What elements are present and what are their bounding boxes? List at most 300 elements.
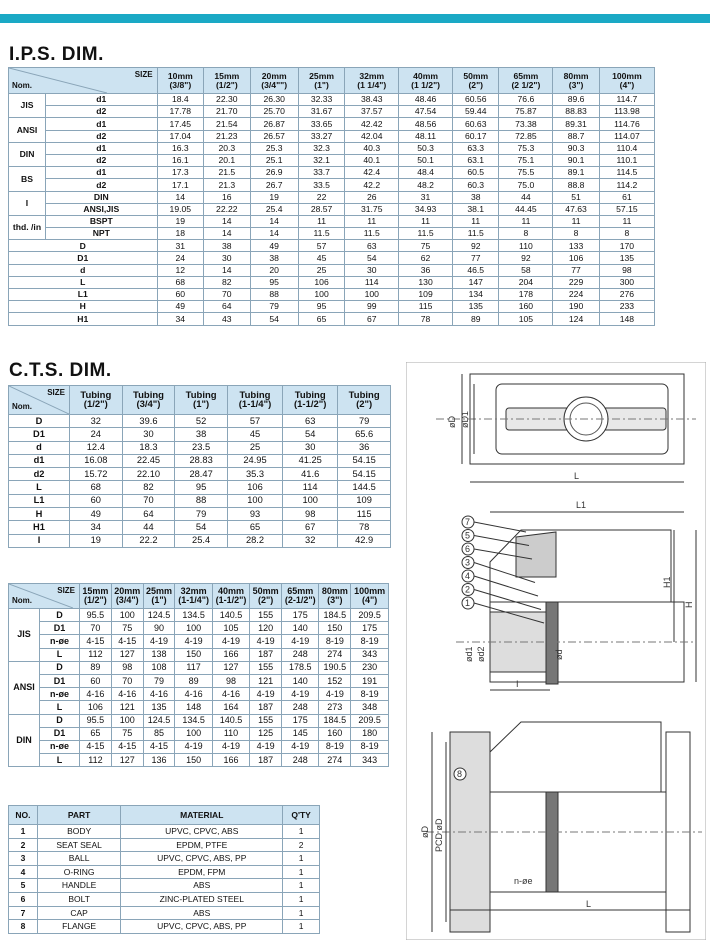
data-cell: 121 [111, 701, 143, 714]
data-cell: 4-19 [319, 688, 351, 701]
table-row [9, 635, 389, 648]
part-no: 8 [9, 920, 38, 934]
dimension-label: n-øe [40, 688, 80, 701]
data-cell: 20 [250, 264, 298, 276]
flange-column-header [351, 584, 389, 609]
parts-row [9, 879, 320, 893]
dimension-label: L [40, 754, 80, 767]
callout-label: 4 [465, 571, 471, 581]
header-size: 40mm [218, 586, 245, 596]
data-cell: 65 [80, 727, 112, 740]
dim-label: H [684, 601, 694, 608]
data-cell: 60 [70, 494, 123, 507]
table-row [9, 494, 391, 507]
data-cell: 89.31 [553, 118, 600, 130]
table-row [9, 428, 391, 441]
header-size: Tubing [132, 389, 164, 401]
data-cell: 106 [227, 481, 282, 494]
data-cell: 4-19 [282, 688, 319, 701]
part-no: 3 [9, 852, 38, 866]
data-cell: 175 [351, 622, 389, 635]
data-cell: 75 [111, 622, 143, 635]
data-cell: 134.5 [175, 714, 212, 727]
data-cell: 25.4 [250, 203, 298, 215]
table-row [9, 142, 655, 154]
data-cell: 17.78 [157, 106, 204, 118]
data-cell: 155 [250, 661, 282, 674]
ips-column-header [452, 68, 499, 94]
table-row [9, 154, 655, 166]
data-cell: 175 [282, 609, 319, 622]
dimension-label: d1 [46, 167, 158, 179]
data-cell: 127 [212, 661, 249, 674]
data-cell: 18.3 [122, 441, 175, 454]
data-cell: 120 [250, 622, 282, 635]
header-size: Tubing [185, 389, 217, 401]
part-name: SEAT SEAL [37, 838, 120, 852]
data-cell: 32 [70, 415, 123, 428]
data-cell: 89 [80, 661, 112, 674]
dimension-label: d2 [46, 106, 158, 118]
cts-table [8, 385, 391, 548]
data-cell: 19 [250, 191, 298, 203]
table-row [9, 252, 655, 264]
data-cell: 4-19 [250, 740, 282, 753]
dimension-label: I [9, 534, 70, 547]
data-cell: 38 [204, 240, 251, 252]
data-cell: 42.04 [345, 130, 399, 142]
data-cell: 77 [553, 264, 600, 276]
table-row [9, 264, 655, 276]
data-cell: 63.1 [452, 154, 499, 166]
data-cell: 273 [319, 701, 351, 714]
dimension-label: L [9, 481, 70, 494]
data-cell: 54 [283, 428, 338, 441]
dim-label: n-øe [514, 876, 533, 886]
cts-title: C.T.S. DIM. [9, 360, 112, 381]
data-cell: 40.3 [345, 142, 399, 154]
data-cell: 46.5 [452, 264, 499, 276]
table-row [9, 240, 655, 252]
data-cell: 100 [175, 622, 212, 635]
header-inch: (1-1/2") [215, 595, 247, 605]
data-cell: 134 [452, 289, 499, 301]
data-cell: 112 [80, 648, 112, 661]
dim-label: L [574, 471, 580, 481]
header-inch: (1/2") [84, 595, 107, 605]
header-size: Tubing [80, 389, 112, 401]
data-cell: 184.5 [319, 609, 351, 622]
data-cell: 22.10 [122, 468, 175, 481]
data-cell: 25 [298, 264, 345, 276]
data-cell: 21.54 [204, 118, 251, 130]
dimension-label: L [40, 701, 80, 714]
data-cell: 47.63 [553, 203, 600, 215]
data-cell: 14 [204, 215, 251, 227]
data-cell: 60.5 [452, 167, 499, 179]
table-row [9, 289, 655, 301]
data-cell: 79 [338, 415, 391, 428]
data-cell: 18.4 [157, 94, 204, 106]
nom-label: Nom. [12, 596, 32, 605]
data-cell: 45 [227, 428, 282, 441]
data-cell: 166 [212, 754, 249, 767]
data-cell: 45 [298, 252, 345, 264]
data-cell: 48.56 [399, 118, 453, 130]
data-cell: 99 [345, 301, 399, 313]
data-cell: 28.47 [175, 468, 228, 481]
data-cell: 14 [250, 215, 298, 227]
part-name: O-RING [37, 865, 120, 879]
data-cell: 11.5 [298, 228, 345, 240]
data-cell: 20.3 [204, 142, 251, 154]
data-cell: 155 [250, 609, 282, 622]
data-cell: 88.7 [553, 130, 600, 142]
data-cell: 8-19 [351, 635, 389, 648]
data-cell: 95.5 [80, 714, 112, 727]
callout-label: 5 [465, 530, 471, 541]
data-cell: 25.3 [250, 142, 298, 154]
data-cell: 108 [143, 661, 175, 674]
cts-column-header [227, 386, 282, 415]
data-cell: 140.5 [212, 609, 249, 622]
data-cell: 32 [283, 534, 338, 547]
header-size: 100mm [612, 70, 642, 81]
data-cell: 11 [345, 215, 399, 227]
flange-column-header [80, 584, 112, 609]
data-cell: 105 [499, 313, 553, 325]
header-size: Tubing [239, 389, 271, 401]
data-cell: 125 [250, 727, 282, 740]
data-cell: 11.5 [345, 228, 399, 240]
data-cell: 348 [351, 701, 389, 714]
dimension-label: L [40, 648, 80, 661]
data-cell: 98 [283, 508, 338, 521]
dim-label: øD [420, 826, 430, 838]
data-cell: 26 [345, 191, 399, 203]
data-cell: 140 [282, 622, 319, 635]
data-cell: 75.87 [499, 106, 553, 118]
data-cell: 26.7 [250, 179, 298, 191]
cts-column-header [175, 386, 228, 415]
data-cell: 30 [283, 441, 338, 454]
data-cell: 4-15 [111, 740, 143, 753]
data-cell: 11.5 [399, 228, 453, 240]
dimension-label: D1 [40, 674, 80, 687]
data-cell: 65 [298, 313, 345, 325]
header-size: 80mm [321, 586, 348, 596]
part-qty: 1 [283, 879, 320, 893]
data-cell: 25 [227, 441, 282, 454]
dimension-label: L1 [9, 289, 158, 301]
data-cell: 25.70 [250, 106, 298, 118]
data-cell: 135 [599, 252, 654, 264]
table-row [9, 276, 655, 288]
table-row [9, 534, 391, 547]
part-name: CAP [37, 906, 120, 920]
header-size: 65mm [513, 70, 539, 81]
data-cell: 54 [345, 252, 399, 264]
data-cell: 17.04 [157, 130, 204, 142]
table-row [9, 674, 389, 687]
data-cell: 75 [399, 240, 453, 252]
data-cell: 140.5 [212, 714, 249, 727]
data-cell: 60 [80, 674, 112, 687]
ips-column-header [399, 68, 453, 94]
table-row [9, 648, 389, 661]
part-no: 5 [9, 879, 38, 893]
data-cell: 67 [345, 313, 399, 325]
header-size: 40mm [413, 70, 438, 81]
data-cell: 68 [157, 276, 204, 288]
data-cell: 114.07 [599, 130, 654, 142]
data-cell: 110 [212, 727, 249, 740]
dimension-label: n-øe [40, 740, 80, 753]
data-cell: 22.30 [204, 94, 251, 106]
cts-column-header [338, 386, 391, 415]
table-row [9, 714, 389, 727]
parts-row [9, 825, 320, 839]
part-qty: 1 [283, 906, 320, 920]
data-cell: 60.63 [452, 118, 499, 130]
dimension-label: D1 [9, 428, 70, 441]
data-cell: 98 [212, 674, 249, 687]
data-cell: 11 [553, 215, 600, 227]
table-row [9, 179, 655, 191]
data-cell: 90 [143, 622, 175, 635]
data-cell: 15.72 [70, 468, 123, 481]
dimension-label: d1 [46, 118, 158, 130]
part-material: UPVC, CPVC, ABS, PP [121, 852, 283, 866]
data-cell: 229 [553, 276, 600, 288]
header-inch: (4") [361, 595, 378, 605]
data-cell: 50.3 [399, 142, 453, 154]
data-cell: 30 [204, 252, 251, 264]
data-cell: 47.54 [399, 106, 453, 118]
parts-row [9, 906, 320, 920]
table-row [9, 454, 391, 467]
data-cell: 38 [452, 191, 499, 203]
data-cell: 28.57 [298, 203, 345, 215]
data-cell: 89 [452, 313, 499, 325]
data-cell: 77 [452, 252, 499, 264]
flange-column-header [175, 584, 212, 609]
data-cell: 148 [599, 313, 654, 325]
dimension-label: d [9, 264, 158, 276]
flange-column-header [250, 584, 282, 609]
data-cell: 8 [553, 228, 600, 240]
data-cell: 60 [157, 289, 204, 301]
data-cell: 72.85 [499, 130, 553, 142]
data-cell: 140 [282, 674, 319, 687]
table-row [9, 106, 655, 118]
data-cell: 4-19 [282, 740, 319, 753]
table-row [9, 228, 655, 240]
data-cell: 130 [399, 276, 453, 288]
data-cell: 88.83 [553, 106, 600, 118]
data-cell: 343 [351, 754, 389, 767]
data-cell: 276 [599, 289, 654, 301]
parts-column-header: MATERIAL [121, 806, 283, 825]
data-cell: 4-19 [250, 635, 282, 648]
data-cell: 124.5 [143, 714, 175, 727]
parts-column-header: NO. [9, 806, 38, 825]
header-inch: (2-1/2") [284, 595, 316, 605]
data-cell: 26.87 [250, 118, 298, 130]
data-cell: 21.3 [204, 179, 251, 191]
data-cell: 105 [212, 622, 249, 635]
data-cell: 4-19 [212, 635, 249, 648]
data-cell: 109 [338, 494, 391, 507]
data-cell: 4-15 [111, 635, 143, 648]
data-cell: 274 [319, 754, 351, 767]
data-cell: 48.11 [399, 130, 453, 142]
data-cell: 75.1 [499, 154, 553, 166]
data-cell: 187 [250, 701, 282, 714]
data-cell: 17.45 [157, 118, 204, 130]
table-row [9, 94, 655, 106]
part-name: BALL [37, 852, 120, 866]
callout-label: 2 [465, 584, 471, 595]
data-cell: 24 [157, 252, 204, 264]
data-cell: 22.2 [122, 534, 175, 547]
data-cell: 209.5 [351, 609, 389, 622]
data-cell: 22.45 [122, 454, 175, 467]
data-cell: 34.93 [399, 203, 453, 215]
data-cell: 88 [250, 289, 298, 301]
dimension-label: D [9, 415, 70, 428]
data-cell: 230 [351, 661, 389, 674]
data-cell: 37.57 [345, 106, 399, 118]
part-name: FLANGE [37, 920, 120, 934]
data-cell: 184.5 [319, 714, 351, 727]
data-cell: 114.76 [599, 118, 654, 130]
data-cell: 187 [250, 754, 282, 767]
header-inch: (1") [151, 595, 167, 605]
part-name: BODY [37, 825, 120, 839]
data-cell: 106 [80, 701, 112, 714]
data-cell: 100 [298, 289, 345, 301]
data-cell: 178 [499, 289, 553, 301]
data-cell: 134.5 [175, 609, 212, 622]
data-cell: 187 [250, 648, 282, 661]
table-row [9, 609, 389, 622]
standard-label: JIS [9, 609, 40, 662]
table-row [9, 191, 655, 203]
header-inch: (1/2") [83, 399, 108, 410]
header-inch: (2 1/2") [511, 79, 541, 90]
data-cell: 68 [70, 481, 123, 494]
ips-column-header [204, 68, 251, 94]
data-cell: 11 [499, 215, 553, 227]
table-row [9, 508, 391, 521]
top-view [436, 374, 696, 482]
dimension-label: D [40, 714, 80, 727]
header-inch: (1 1/4") [357, 79, 387, 90]
header-size: Tubing [294, 389, 326, 401]
table-row [9, 661, 389, 674]
dimension-label: d2 [46, 179, 158, 191]
header-inch: (1") [193, 399, 210, 410]
part-no: 6 [9, 892, 38, 906]
valve-drawing [406, 362, 706, 940]
data-cell: 89 [175, 674, 212, 687]
callout-label: 8 [457, 769, 463, 779]
data-cell: 63 [283, 415, 338, 428]
header-inch: (2") [257, 595, 274, 605]
dimension-label: D [9, 240, 158, 252]
header-inch: (3/4") [136, 399, 161, 410]
data-cell: 4-19 [175, 635, 212, 648]
table-row [9, 441, 391, 454]
data-cell: 191 [351, 674, 389, 687]
parts-table [8, 805, 320, 934]
data-cell: 42.9 [338, 534, 391, 547]
data-cell: 93 [227, 508, 282, 521]
cts-column-header [122, 386, 175, 415]
dimension-label: n-øe [40, 635, 80, 648]
data-cell: 49 [70, 508, 123, 521]
ips-title: I.P.S. DIM. [9, 44, 104, 65]
data-cell: 4-16 [143, 688, 175, 701]
table-row [9, 740, 389, 753]
data-cell: 11.5 [452, 228, 499, 240]
nom-label: Nom. [12, 81, 32, 90]
dimension-label: H1 [9, 521, 70, 534]
data-cell: 36 [338, 441, 391, 454]
data-cell: 114.7 [599, 94, 654, 106]
data-cell: 112 [80, 754, 112, 767]
dim-label: I [516, 679, 519, 689]
data-cell: 115 [399, 301, 453, 313]
data-cell: 31 [399, 191, 453, 203]
data-cell: 100 [283, 494, 338, 507]
data-cell: 4-19 [175, 740, 212, 753]
data-cell: 190.5 [319, 661, 351, 674]
data-cell: 48.4 [399, 167, 453, 179]
data-cell: 17.1 [157, 179, 204, 191]
ips-column-header [553, 68, 600, 94]
part-material: EPDM, FPM [121, 865, 283, 879]
data-cell: 150 [175, 648, 212, 661]
data-cell: 8-19 [319, 635, 351, 648]
data-cell: 35.3 [227, 468, 282, 481]
data-cell: 38 [250, 252, 298, 264]
data-cell: 14 [157, 191, 204, 203]
data-cell: 18 [157, 228, 204, 240]
data-cell: 90.3 [553, 142, 600, 154]
ips-column-header [250, 68, 298, 94]
data-cell: 127 [111, 754, 143, 767]
parts-column-header: Q'TY [283, 806, 320, 825]
header-inch: (1") [314, 79, 329, 90]
dimension-label: d [9, 441, 70, 454]
header-inch: (1-1/4") [178, 595, 209, 605]
data-cell: 224 [553, 289, 600, 301]
data-cell: 60.3 [452, 179, 499, 191]
dimension-label: L [9, 276, 158, 288]
table-row [9, 215, 655, 227]
cts-column-header [70, 386, 123, 415]
data-cell: 204 [499, 276, 553, 288]
data-cell: 63 [345, 240, 399, 252]
data-cell: 33.27 [298, 130, 345, 142]
data-cell: 145 [282, 727, 319, 740]
part-no: 4 [9, 865, 38, 879]
data-cell: 26.9 [250, 167, 298, 179]
ips-column-header [499, 68, 553, 94]
data-cell: 4-16 [212, 688, 249, 701]
